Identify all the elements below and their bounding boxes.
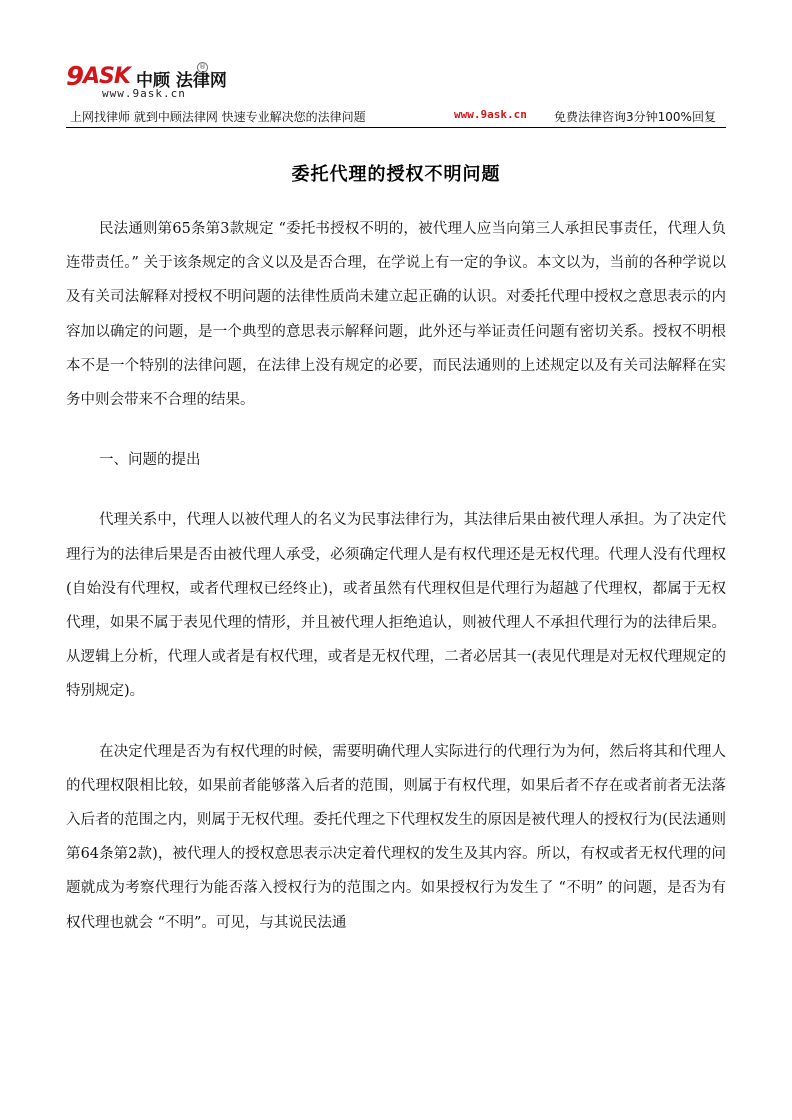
page-title: 委托代理的授权不明问题 [291, 164, 501, 185]
paragraph: 在决定代理是否为有权代理的时候，需要明确代理人实际进行的代理行为为何，然后将其和代理人的代理权限相比较，如果前者能够落入后者的范围，则属于有权代理，如果后者不存在或者前者无法落入后者的范围之内，则属于无权代理。委托代理之下代理权发生的原因是被代理人的授权行为(民法通则第64条第2款)，被代理人的授权意思表示决定着代理权的发生及其内容。所以，有权或者无权代理的问题就成为考察代理行为能否落入授权行为的范围之内。如果授权行为发生了 “不明” 的问题，是否为有权代理也就会 “不明”。可见，与其说民法通 [66, 743, 726, 931]
logo-url: www.9ask.cn [102, 87, 186, 100]
section-heading: 一、问题的提出 [99, 452, 201, 469]
logo-ask: ASK [83, 64, 130, 89]
banner-slogan: 上网找律师 就到中顾法律网 快速专业解决您的法律问题 [70, 110, 366, 124]
banner-consult-text: 免费法律咨询3分钟100%回复 [554, 110, 716, 124]
logo-nine: 9 [66, 62, 84, 92]
paragraph: 代理关系中，代理人以被代理人的名义为民事法律行为，其法律后果由被代理人承担。为了决定代理行为的法律后果是否由被代理人承受，必须确定代理人是有权代理还是无权代理。代理人没有代理权(自始没有代理权，或者代理权已经终止)，或者虽然有代理权但是代理行为超越了代理权，都属于无权代理，如果不属于表见代理的情形，并且被代理人拒绝追认，则被代理人不承担代理行为的法律后果。从逻辑上分析，代理人或者是有权代理，或者是无权代理，二者必居其一(表见代理是对无权代理规定的特别规定)。 [66, 512, 726, 700]
logo-chinese-name: 中顾 法律网 [136, 71, 227, 91]
header-divider [66, 127, 726, 128]
document-body [66, 212, 726, 966]
header-banner [66, 106, 726, 126]
registered-mark-icon: ® [199, 63, 206, 71]
banner-url-link[interactable]: www.9ask.cn [454, 108, 527, 121]
site-logo[interactable] [66, 62, 286, 106]
paragraph: 民法通则第65条第3款规定 “委托书授权不明的，被代理人应当向第三人承担民事责任，代理人负连带责任。” 关于该条规定的含义以及是否合理，在学说上有一定的争议。本文以为，当前的各种学说以及有关司法解释对授权不明问题的法律性质尚未建立起正确的认识。对委托代理中授权之意思表示的内容加以确定的问题，是一个典型的意思表示解释问题，此外还与举证责任问题有密切关系。授权不明根本不是一个特别的法律问题，在法律上没有规定的必要，而民法通则的上述规定以及有关司法解释在实务中则会带来不合理的结果。 [66, 221, 726, 409]
